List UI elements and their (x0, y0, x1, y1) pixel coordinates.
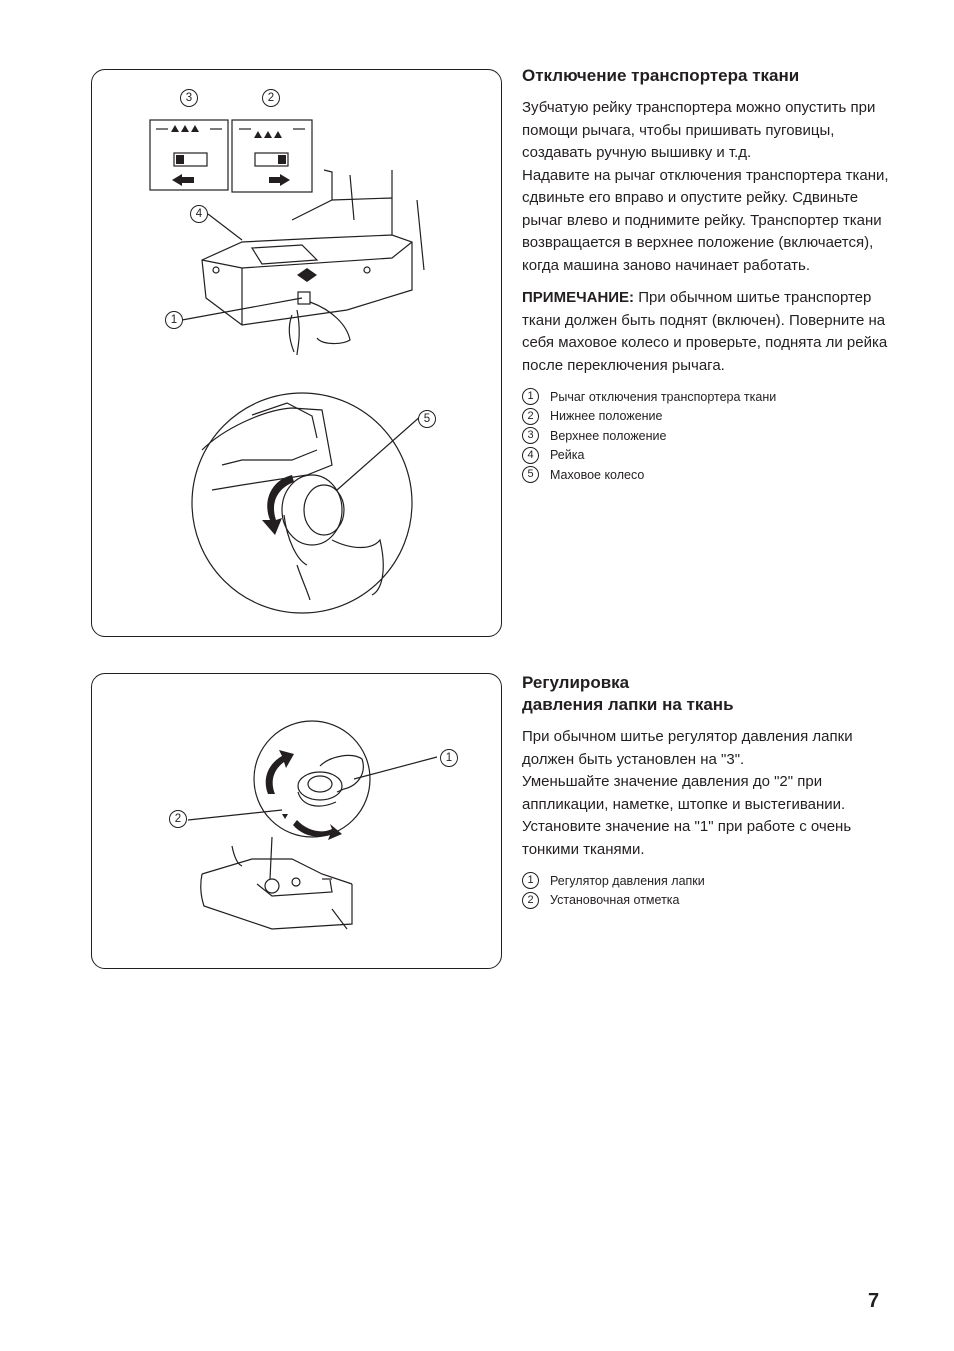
legend-item (522, 465, 902, 485)
legend-item (522, 407, 902, 427)
section-title: Отключение транспортера ткани (522, 66, 800, 85)
legend-text: Регулятор давления лапки (550, 873, 705, 888)
legend-number: 4 (522, 447, 539, 464)
legend-number: 2 (522, 892, 539, 909)
paragraph-text-2: Надавите на рычаг отключения транспортера ткани, сдвиньте его вправо и опустите рейку. Сдвиньте рычаг влево и поднимите рейку. Транспортер ткани возвращается в верхнее положение (включается), когда машина заново начинает работать. (522, 166, 889, 274)
legend-item (522, 891, 902, 911)
legend-number: 3 (522, 427, 539, 444)
legend-text: Верхнее положение (550, 428, 667, 443)
legend-item (522, 426, 902, 446)
paragraph (522, 97, 902, 277)
paragraph (522, 726, 902, 861)
legend-text: Рейка (550, 448, 585, 463)
callout-mark: 2 (169, 810, 187, 828)
legend-number: 2 (522, 408, 539, 425)
legend-list (522, 871, 902, 910)
section-title (522, 672, 902, 716)
callout-3: 3 (180, 89, 198, 107)
note-text: При обычном шитье транспортер ткани должен быть поднят (включен). Поверните на себя маховое колесо и проверьте, поднята ли рейка после переключения рычага. (522, 289, 888, 374)
note-label: ПРИМЕЧАНИЕ: (522, 289, 635, 306)
title-line-1: Регулировка (522, 673, 630, 692)
legend-item (522, 871, 902, 891)
legend-number: 1 (522, 388, 539, 405)
pressure-dial-illustration (92, 674, 501, 968)
title-line-2: давления лапки на ткань (522, 695, 734, 714)
note-paragraph (522, 287, 902, 377)
legend-list (522, 387, 902, 485)
paragraph-text-2: Уменьшайте значение давления до "2" при аппликации, наметке, штопке и выстегивании. Установите значение на "1" при работе с очень тонкими тканями. (522, 773, 852, 858)
legend-number: 5 (522, 466, 539, 483)
legend-text: Рычаг отключения транспортера ткани (550, 389, 777, 404)
paragraph-text-1: Зубчатую рейку транспортера можно опустить при помощи рычага, чтобы пришивать пуговицы, создавать ручную вышивку и т.д. (522, 99, 876, 161)
paragraph-text-1: При обычном шитье регулятор давления лапки должен быть установлен на "3". (522, 728, 853, 768)
callout-regulator: 1 (440, 749, 458, 767)
section-presser-pressure (522, 672, 902, 910)
legend-text: Нижнее положение (550, 409, 663, 424)
legend-text: Установочная отметка (550, 893, 680, 908)
callout-2: 2 (262, 89, 280, 107)
callout-4: 4 (190, 205, 208, 223)
page-number: 7 (868, 1290, 880, 1312)
callout-5: 5 (418, 410, 436, 428)
legend-item (522, 446, 902, 466)
legend-item (522, 387, 902, 407)
section-feed-dog (522, 65, 902, 485)
feed-dog-illustration (92, 70, 501, 636)
callout-1: 1 (165, 311, 183, 329)
legend-number: 1 (522, 872, 539, 889)
figure-feed-dog (91, 69, 502, 637)
legend-text: Маховое колесо (550, 467, 645, 482)
figure-presser-pressure (91, 673, 502, 969)
